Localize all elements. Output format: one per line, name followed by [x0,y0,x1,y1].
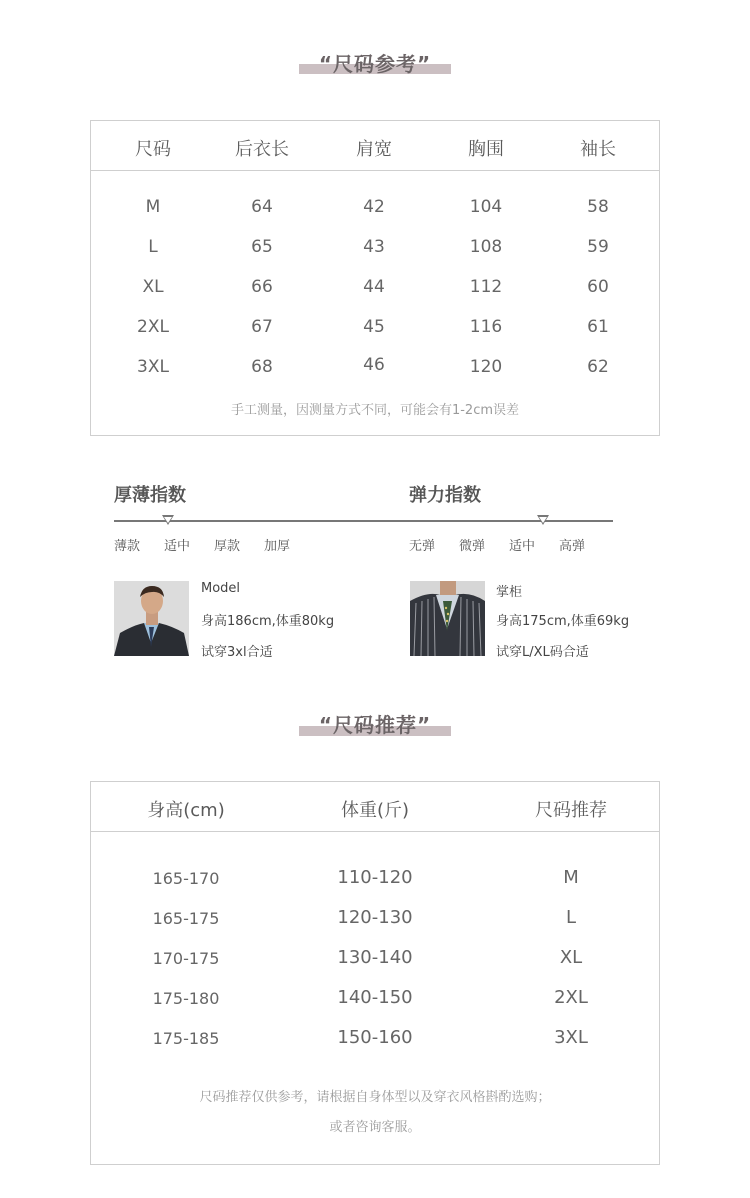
cell-size: 2XL [554,987,588,1008]
size-reference-title [0,48,750,77]
cell-height: 175-180 [152,989,220,1008]
header-back-length: 后衣长 [235,139,289,160]
shopkeeper-fit-size: 试穿L/XL码合适 [496,645,589,660]
elasticity-scale-line [370,520,613,522]
cell-sleeve: 58 [587,197,609,217]
cell-height: 165-170 [152,869,220,888]
cell-shoulder: 43 [363,237,385,257]
recommendation-note: 尺码推荐仅供参考，请根据自身体型以及穿衣风格斟酌选购； [199,1090,551,1105]
cell-size: M [145,197,161,217]
model-fit-size: 试穿3xl合适 [201,645,273,660]
cell-shoulder: 45 [363,317,385,337]
cell-height: 165-175 [152,909,220,928]
cell-size: 3XL [554,1027,588,1048]
elasticity-title: 弹力指数 [409,485,481,506]
cell-chest: 108 [469,237,503,257]
cell-height: 175-185 [152,1029,220,1048]
cell-weight: 140-150 [337,987,413,1008]
header-weight: 体重(斤) [340,800,410,821]
cell-size: L [565,907,577,928]
header-sleeve: 袖长 [580,139,616,160]
header-size: 尺码 [135,139,171,160]
thickness-marker-inner [164,517,172,523]
header-chest: 胸围 [468,139,504,160]
cell-back-length: 65 [251,237,273,257]
table-header [91,782,659,832]
cell-back-length: 66 [251,277,273,297]
elasticity-label-slight: 微弹 [459,539,486,554]
size-reference-title-text: “尺码参考” [318,52,432,76]
model-name: Model [201,581,241,596]
cell-size: 3XL [137,357,169,377]
model-photo [114,581,189,656]
shopkeeper-body-stats: 身高175cm,体重69kg [496,614,630,629]
measurement-note: 手工测量，因测量方式不同，可能会有1-2cm误差 [230,403,520,418]
thickness-label-medium: 适中 [164,539,191,554]
cell-chest: 104 [469,197,503,217]
size-recommendation-title-text: “尺码推荐” [318,713,432,737]
header-recommended-size: 尺码推荐 [535,800,607,821]
thickness-title: 厚薄指数 [114,485,186,506]
cell-shoulder: 42 [363,197,385,217]
cell-sleeve: 62 [587,357,609,377]
cell-size: L [148,237,158,257]
elasticity-label-high: 高弹 [559,539,586,554]
cell-size: 2XL [137,317,169,337]
cell-shoulder: 46 [363,355,385,375]
cell-size: XL [142,277,164,297]
recommendation-note-contact: 或者咨询客服。 [329,1120,421,1135]
cell-sleeve: 60 [587,277,609,297]
cell-chest: 120 [469,357,503,377]
thickness-label-extra-thick: 加厚 [264,539,291,554]
cell-chest: 116 [469,317,503,337]
cell-weight: 150-160 [337,1027,413,1048]
elasticity-label-medium: 适中 [509,539,536,554]
size-recommendation-table [90,781,660,1165]
table-header [91,121,659,171]
elasticity-marker-inner [539,517,547,523]
shopkeeper-photo [410,581,485,656]
cell-sleeve: 61 [587,317,609,337]
cell-sleeve: 59 [587,237,609,257]
cell-weight: 110-120 [337,867,413,888]
size-reference-table [90,120,660,436]
thickness-label-thin: 薄款 [114,539,141,554]
elasticity-label-none: 无弹 [409,539,436,554]
model-body-stats: 身高186cm,体重80kg [201,614,335,629]
shopkeeper-name: 掌柜 [496,585,523,600]
cell-back-length: 64 [251,197,273,217]
cell-back-length: 68 [251,357,273,377]
header-height: 身高(cm) [147,800,225,821]
cell-shoulder: 44 [363,277,385,297]
header-shoulder: 肩宽 [356,139,392,160]
cell-weight: 130-140 [337,947,413,968]
cell-weight: 120-130 [337,907,413,928]
cell-size: M [563,867,579,888]
cell-chest: 112 [469,277,503,297]
cell-back-length: 67 [251,317,273,337]
thickness-label-thick: 厚款 [214,539,241,554]
size-recommendation-title [0,709,750,738]
thickness-scale-line [114,520,370,522]
cell-height: 170-175 [152,949,220,968]
cell-size: XL [559,947,583,968]
